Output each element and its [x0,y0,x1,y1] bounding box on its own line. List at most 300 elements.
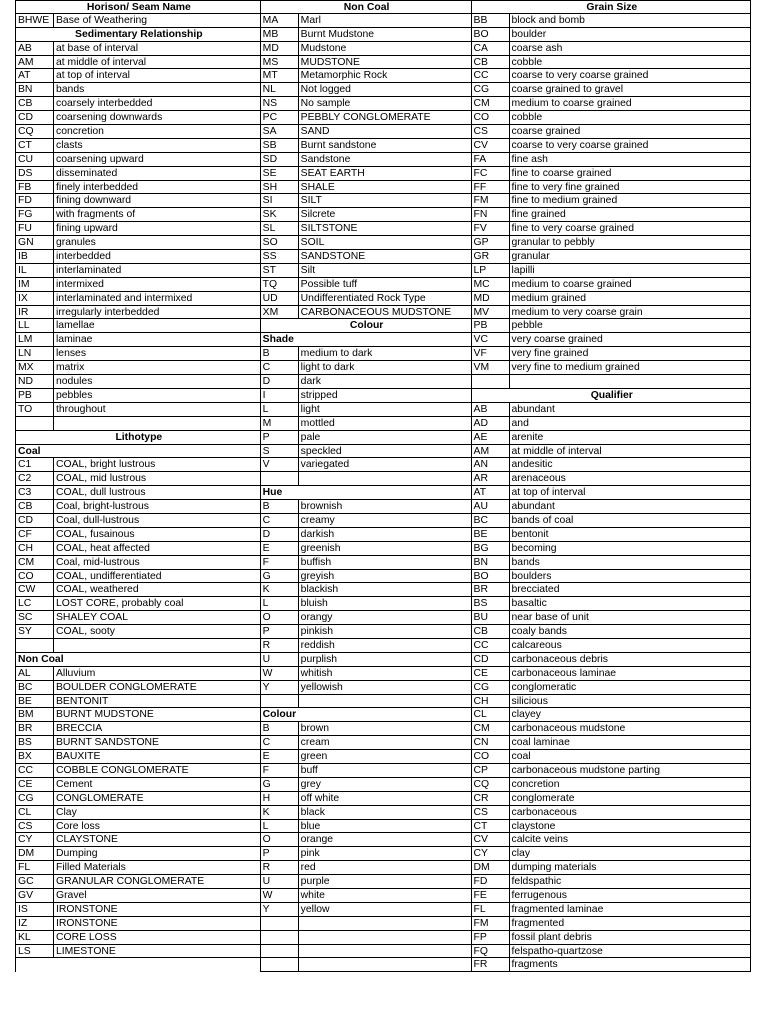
description-cell: cobble [511,112,543,124]
table-row [261,778,471,792]
code-cell: CT [472,820,510,833]
description-cell: basaltic [511,598,547,610]
table-row [16,528,260,542]
code-cell: CR [472,792,510,805]
table-row [16,625,260,639]
description-cell: fragments [511,959,558,971]
code-cell: CD [472,653,510,666]
description-cell: coal laminae [511,737,570,749]
description-cell: laminae [56,334,93,346]
description-cell: clasts [56,139,83,151]
description-cell: fine to very fine grained [511,181,620,193]
table-row [261,528,471,542]
table-row [16,389,260,403]
table-row [472,889,750,903]
table-row [261,472,471,486]
code-cell: CB [472,625,510,638]
description-cell: BURNT MUDSTONE [56,709,154,721]
description-cell: throughout [56,403,106,415]
description-cell: fine grained [511,209,566,221]
section-title-label: Sedimentary Relationship [75,28,203,40]
description-cell: abundant [511,403,555,415]
description-cell: at top of interval [511,487,586,499]
code-cell: SA [261,125,299,138]
description-cell: SEAT EARTH [300,167,365,179]
description-cell: COAL, bright lustrous [56,459,156,471]
code-cell: CY [16,833,54,846]
description-cell: carbonaceous debris [511,653,608,665]
code-cell: AR [472,472,510,485]
table-row [261,389,471,403]
table-row [472,861,750,875]
table-row [16,333,260,347]
table-row [16,667,260,681]
description-cell: granular [511,251,550,263]
description-cell: COAL, fusainous [56,528,135,540]
code-cell: BC [472,514,510,527]
code-cell: C [261,514,299,527]
code-cell: C3 [16,486,54,499]
description-cell [54,639,260,652]
table-row [261,653,471,667]
description-cell: Dumping [56,848,98,860]
table-row [472,764,750,778]
code-cell: K [261,806,299,819]
subsection-label: Non Coal [18,653,64,665]
code-cell: E [261,750,299,763]
code-cell: W [261,667,299,680]
table-row [472,542,750,556]
description-cell: bluish [300,598,328,610]
code-cell: Y [261,681,299,694]
table-row [261,153,471,167]
code-cell: SK [261,208,299,221]
table-row [261,514,471,528]
description-cell: granules [56,237,96,249]
description-cell: claystone [511,820,556,832]
description-cell: greyish [300,570,335,582]
code-cell: BE [472,528,510,541]
table-row [16,889,260,903]
table-row [16,403,260,417]
table-row [472,153,750,167]
table-row [261,347,471,361]
description-cell: carbonaceous mudstone [511,723,626,735]
description-cell: LIMESTONE [56,945,116,957]
code-cell: CM [472,722,510,735]
description-cell: bands of coal [511,514,574,526]
code-cell: BG [472,542,510,555]
code-cell: AU [472,500,510,513]
description-cell: black [300,806,325,818]
table-row [472,431,750,445]
description-cell: COAL, mid lustrous [56,473,147,485]
description-cell: light to dark [300,362,355,374]
table-row [261,625,471,639]
description-cell: blue [300,820,321,832]
description-cell: felspatho-quartzose [511,945,603,957]
description-cell: CARBONACEOUS MUDSTONE [300,306,452,318]
table-row [16,639,260,653]
description-cell: light [300,403,320,415]
description-cell: arenite [511,431,544,443]
code-cell: FM [472,917,510,930]
description-cell: creamy [300,514,335,526]
code-cell: FQ [472,945,510,958]
codes-table [15,0,751,972]
description-cell: bands [56,84,85,96]
description-cell: at middle of interval [511,445,602,457]
description-cell: Not logged [300,84,351,96]
description-cell: BOULDER CONGLOMERATE [56,681,197,693]
code-cell: CA [472,42,510,55]
table-row [472,69,750,83]
description-cell: near base of unit [511,612,589,624]
table-row [472,125,750,139]
description-cell: COAL, undifferentiated [56,570,162,582]
description-cell: calcareous [511,639,562,651]
table-row [472,528,750,542]
table-row [261,750,471,764]
code-cell: VC [472,333,510,346]
description-cell: fossil plant debris [511,931,592,943]
description-cell: carbonaceous [511,806,577,818]
description-cell: matrix [56,362,85,374]
table-row [472,847,750,861]
description-cell: green [300,751,328,763]
subsection-label: Coal [18,445,41,457]
table-row [472,486,750,500]
description-cell: nodules [56,376,93,388]
description-cell: purple [300,876,330,888]
table-row [261,167,471,181]
code-cell: SL [261,222,299,235]
table-row [16,306,260,320]
code-cell: NL [261,83,299,96]
table-row [472,111,750,125]
table-row [472,292,750,306]
table-row [472,958,750,972]
code-cell: SD [261,153,299,166]
description-cell: coarse grained [511,126,581,138]
code-cell: FB [16,181,54,194]
description-cell: CLAYSTONE [56,834,118,846]
table-row [261,875,471,889]
code-cell: CB [16,500,54,513]
table-row [16,833,260,847]
description-cell: medium to very coarse grain [511,306,643,318]
code-cell [261,917,299,930]
description-cell: interlaminated and intermixed [56,292,193,304]
code-cell: DM [16,847,54,860]
section-title [472,0,750,14]
description-cell: greenish [300,542,341,554]
table-row [16,570,260,584]
table-row [16,597,260,611]
description-cell: mottled [300,417,335,429]
code-cell: H [261,792,299,805]
code-cell: Y [261,903,299,916]
code-cell: W [261,889,299,902]
code-cell: L [261,820,299,833]
table-row [261,458,471,472]
code-cell: CG [16,792,54,805]
code-cell: CH [16,542,54,555]
code-cell: CN [472,736,510,749]
code-cell: CD [16,514,54,527]
code-cell: LL [16,319,54,332]
table-row [16,681,260,695]
section-title [472,389,750,403]
section-title-label: Colour [349,320,384,332]
code-cell: TQ [261,278,299,291]
code-cell: DM [472,861,510,874]
table-row [472,347,750,361]
description-cell: very fine grained [511,348,589,360]
code-cell: IZ [16,917,54,930]
code-cell: FF [472,181,510,194]
code-cell [16,639,54,652]
code-cell: SC [16,611,54,624]
code-cell: CM [472,97,510,110]
description-cell: Alluvium [56,667,96,679]
code-cell: SS [261,250,299,263]
code-cell: F [261,556,299,569]
table-row [261,542,471,556]
description-cell: dark [300,376,321,388]
code-cell: FL [472,903,510,916]
description-cell: Filled Materials [56,862,126,874]
description-cell: pebble [511,320,543,332]
description-cell: at middle of interval [56,56,147,68]
table-row [16,542,260,556]
description-cell: coarse ash [511,42,563,54]
description-cell: GRANULAR CONGLOMERATE [56,876,205,888]
table-row [472,97,750,111]
table-row [472,820,750,834]
code-cell: IL [16,264,54,277]
table-row [472,264,750,278]
code-cell: M [261,417,299,430]
description-cell: SOIL [300,237,325,249]
table-row [16,486,260,500]
code-cell: CO [472,750,510,763]
description-cell: COAL, weathered [56,584,139,596]
code-cell: B [261,347,299,360]
description-cell: MUDSTONE [300,56,360,68]
code-cell [261,695,299,708]
description-cell: fining downward [56,195,132,207]
description-cell: Marl [300,14,321,26]
table-row [16,139,260,153]
description-cell: COBBLE CONGLOMERATE [56,764,189,776]
code-cell: CO [472,111,510,124]
code-cell: CT [16,139,54,152]
description-cell [299,695,471,708]
table-row [16,319,260,333]
table-row [472,625,750,639]
code-cell: P [261,431,299,444]
table-row [261,28,471,42]
table-row [472,833,750,847]
description-cell: coal [511,751,531,763]
description-cell [299,945,471,958]
code-cell: LC [16,597,54,610]
table-row [472,458,750,472]
description-cell: Burnt Mudstone [300,28,375,40]
description-cell: whitish [300,667,333,679]
code-cell: GC [16,875,54,888]
description-cell: clay [511,848,531,860]
table-row [472,695,750,709]
table-row [472,361,750,375]
description-cell [299,931,471,944]
code-cell: BN [472,556,510,569]
table-row [16,903,260,917]
code-cell: AM [472,445,510,458]
table-row [16,764,260,778]
code-cell: VM [472,361,510,374]
code-cell: MS [261,56,299,69]
table-row [472,917,750,931]
section-title-label: Non Coal [343,2,390,13]
subsection-label: Hue [262,487,283,499]
description-cell: Cement [56,778,93,790]
code-cell: AB [472,403,510,416]
table-row [16,847,260,861]
code-cell: FG [16,208,54,221]
code-cell: FV [472,222,510,235]
code-cell: GP [472,236,510,249]
code-cell: SI [261,194,299,207]
description-cell: very coarse grained [511,334,603,346]
description-cell: brecciated [511,584,560,596]
table-row [261,917,471,931]
table-row [472,806,750,820]
table-row [261,42,471,56]
description-cell: medium grained [511,292,587,304]
code-cell: BHWE [16,14,54,27]
description-cell: carbonaceous laminae [511,667,617,679]
table-row [261,722,471,736]
code-cell: CG [472,83,510,96]
table-row [16,264,260,278]
table-row [16,514,260,528]
code-cell: CE [472,667,510,680]
table-row [472,194,750,208]
column-horison-seam [15,0,260,972]
table-row [16,736,260,750]
description-cell: coarse to very coarse grained [511,139,649,151]
table-row [261,236,471,250]
table-row [261,181,471,195]
code-cell: U [261,653,299,666]
description-cell: BAUXITE [56,751,101,763]
table-row [472,931,750,945]
code-cell: UD [261,292,299,305]
code-cell: FD [472,875,510,888]
subsection-title [16,445,260,459]
code-cell: MX [16,361,54,374]
code-cell: FD [16,194,54,207]
code-cell: AM [16,56,54,69]
description-cell: medium to coarse grained [511,278,632,290]
code-cell: I [261,389,299,402]
code-cell: C2 [16,472,54,485]
table-row [261,208,471,222]
table-row [261,820,471,834]
section-title [261,0,471,14]
code-cell: AT [16,69,54,82]
code-cell: CS [16,820,54,833]
table-row [472,83,750,97]
code-cell: MB [261,28,299,41]
code-cell: LS [16,945,54,958]
table-row [261,278,471,292]
code-cell: CB [16,97,54,110]
table-row [16,236,260,250]
code-cell: GR [472,250,510,263]
code-cell: IS [16,903,54,916]
code-cell: CE [16,778,54,791]
section-title-label: Grain Size [586,2,638,13]
section-title [16,431,260,445]
section-title [16,0,260,14]
subsection-title [261,333,471,347]
code-cell: GV [16,889,54,902]
table-row [261,583,471,597]
table-row [16,500,260,514]
code-cell [261,472,299,485]
table-row [16,250,260,264]
code-cell: IM [16,278,54,291]
code-cell: KL [16,931,54,944]
table-row [472,639,750,653]
description-cell: pale [300,431,321,443]
description-cell: ferrugenous [511,890,567,901]
table-row [16,583,260,597]
code-cell: R [261,639,299,652]
table-row [261,903,471,917]
table-row [16,14,260,28]
code-cell: FC [472,167,510,180]
table-row [472,778,750,792]
code-cell: BR [16,722,54,735]
description-cell: BENTONIT [56,695,109,707]
description-cell: silicious [511,695,548,707]
description-cell: Mudstone [300,42,347,54]
description-cell: intermixed [56,278,104,290]
description-cell: clayey [511,709,541,721]
description-cell: buff [300,764,318,776]
code-cell: L [261,597,299,610]
table-row [16,292,260,306]
table-row [16,695,260,709]
code-cell: BM [16,708,54,721]
code-cell: AN [472,458,510,471]
table-row [16,42,260,56]
description-cell: Silcrete [300,209,336,221]
code-cell: CV [472,833,510,846]
code-cell: P [261,847,299,860]
table-row [16,806,260,820]
description-cell: grey [300,778,321,790]
description-cell: coaly bands [511,626,567,638]
code-cell: C [261,736,299,749]
table-row [472,514,750,528]
description-cell: Coal, dull-lustrous [56,514,140,526]
code-cell: CH [472,695,510,708]
